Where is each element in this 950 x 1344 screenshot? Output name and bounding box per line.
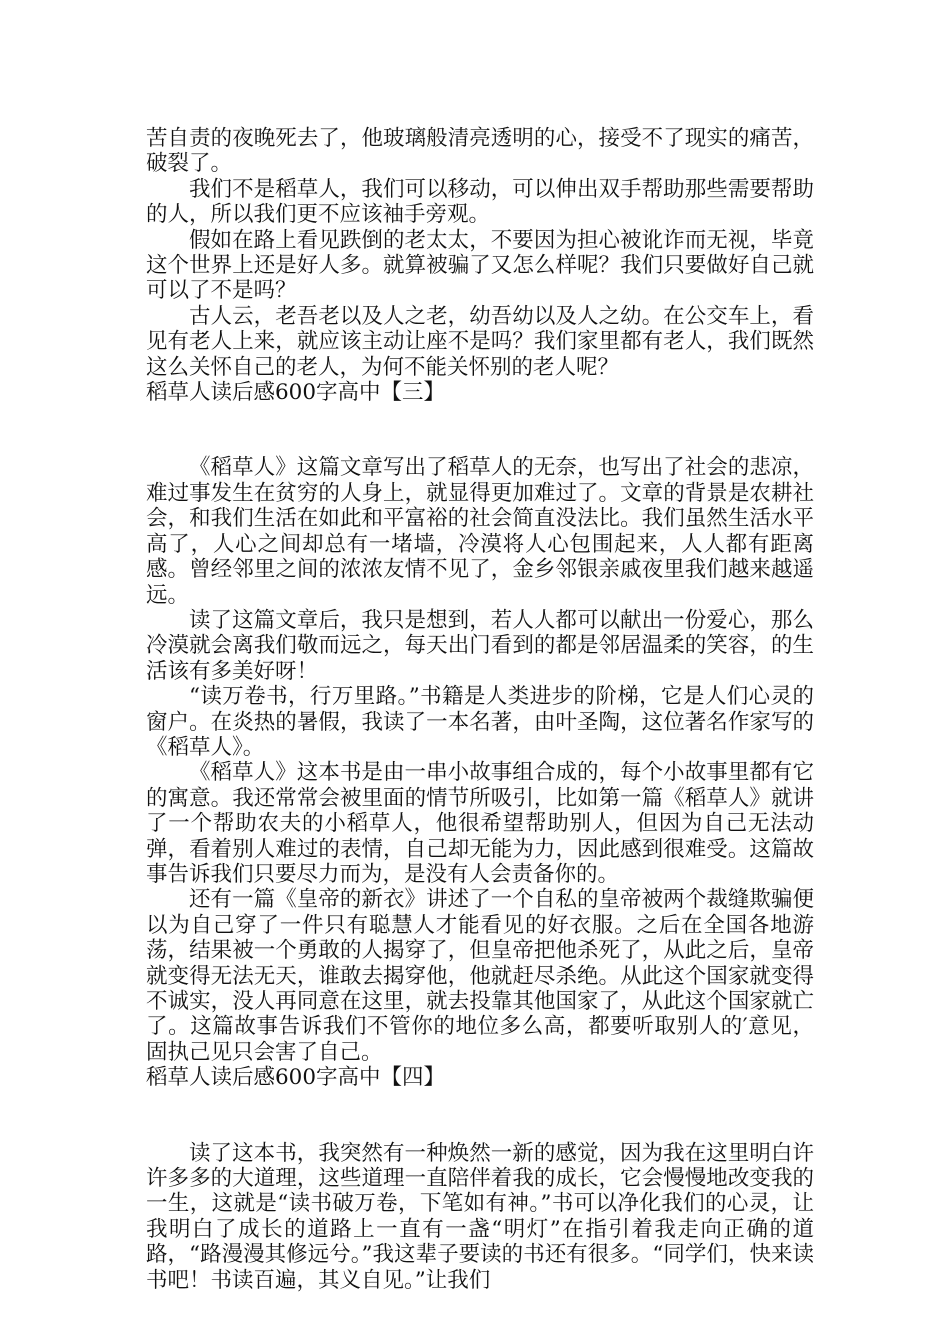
section-heading: 稻草人读后感600字高中【三】 xyxy=(146,380,446,406)
document-body xyxy=(146,126,814,1293)
section-heading: 稻草人读后感600字高中【四】 xyxy=(146,1065,446,1091)
paragraph: 《稻草人》这本书是由一串小故事组合成的，每个小故事里都有它的寓意。我还常常会被里面的情节所吸引，比如第一篇《稻草人》就讲了一个帮助农夫的小稻草人，他很希望帮助别人，但因为自己无法动弹，看着别人难过的表情，自己却无能为力，因此感到很难受。这篇故事告诉我们只要尽力而为，是没有人会责备你的。 xyxy=(146,760,814,887)
paragraph: 苦自责的夜晚死去了，他玻璃般清亮透明的心，接受不了现实的痛苦，破裂了。 xyxy=(146,126,814,177)
paragraph: 还有一篇《皇帝的新衣》讲述了一个自私的皇帝被两个裁缝欺骗便以为自己穿了一件只有聪慧人才能看见的好衣服。之后在全国各地游荡，结果被一个勇敢的人揭穿了，但皇帝把他杀死了，从此之后，皇帝就变得无法无天，谁敢去揭穿他，他就赶尽杀绝。从此这个国家就变得不诚实，没人再同意在这里，就去投靠其他国家了，从此这个国家就亡了。这篇故事告诉我们不管你的地位多么高，都要听取别人的′意见，固执己见只会害了自己。 xyxy=(146,887,814,1065)
blank-line xyxy=(146,405,814,455)
paragraph: 古人云，老吾老以及人之老，幼吾幼以及人之幼。在公交车上，看见有老人上来，就应该主动让座不是吗？我们家里都有老人，我们既然这么关怀自己的老人，为何不能关怀别的老人呢？ xyxy=(146,303,814,380)
paragraph: 《稻草人》这篇文章写出了稻草人的无奈，也写出了社会的悲凉，难过事发生在贫穷的人身上，就显得更加难过了。文章的背景是农耕社会，和我们生活在如此和平富裕的社会简直没法比。我们虽然生活水平高了，人心之间却总有一堵墙，冷漠将人心包围起来，人人都有距离感。曾经邻里之间的浓浓友情不见了，金乡邻银亲戚夜里我们越来越遥远。 xyxy=(146,455,814,608)
paragraph: 假如在路上看见跌倒的老太太，不要因为担心被讹诈而无视，毕竟这个世界上还是好人多。就算被骗了又怎么样呢？我们只要做好自己就可以了不是吗？ xyxy=(146,227,814,304)
paragraph: “读万卷书，行万里路。”书籍是人类进步的阶梯，它是人们心灵的窗户。在炎热的暑假，我读了一本名著，由叶圣陶，这位著名作家写的《稻草人》。 xyxy=(146,684,814,760)
paragraph: 读了这篇文章后，我只是想到，若人人都可以献出一份爱心，那么冷漠就会离我们敬而远之，每天出门看到的都是邻居温柔的笑容，的生活该有多美好呀！ xyxy=(146,607,814,684)
paragraph: 我们不是稻草人，我们可以移动，可以伸出双手帮助那些需要帮助的人，所以我们更不应该袖手旁观。 xyxy=(146,176,814,228)
paragraph: 读了这本书，我突然有一种焕然一新的感觉，因为我在这里明白许许多多的大道理，这些道理一直陪伴着我的成长，它会慢慢地改变我的一生，这就是“读书破万卷，下笔如有神。”书可以净化我们的心灵，让我明白了成长的道路上一直有一盏“明灯”在指引着我走向正确的道路，“路漫漫其修远兮。”我这辈子要读的书还有很多。“同学们，快来读书吧！书读百遍，其义自见。”让我们 xyxy=(146,1140,814,1293)
blank-line xyxy=(146,1091,814,1141)
